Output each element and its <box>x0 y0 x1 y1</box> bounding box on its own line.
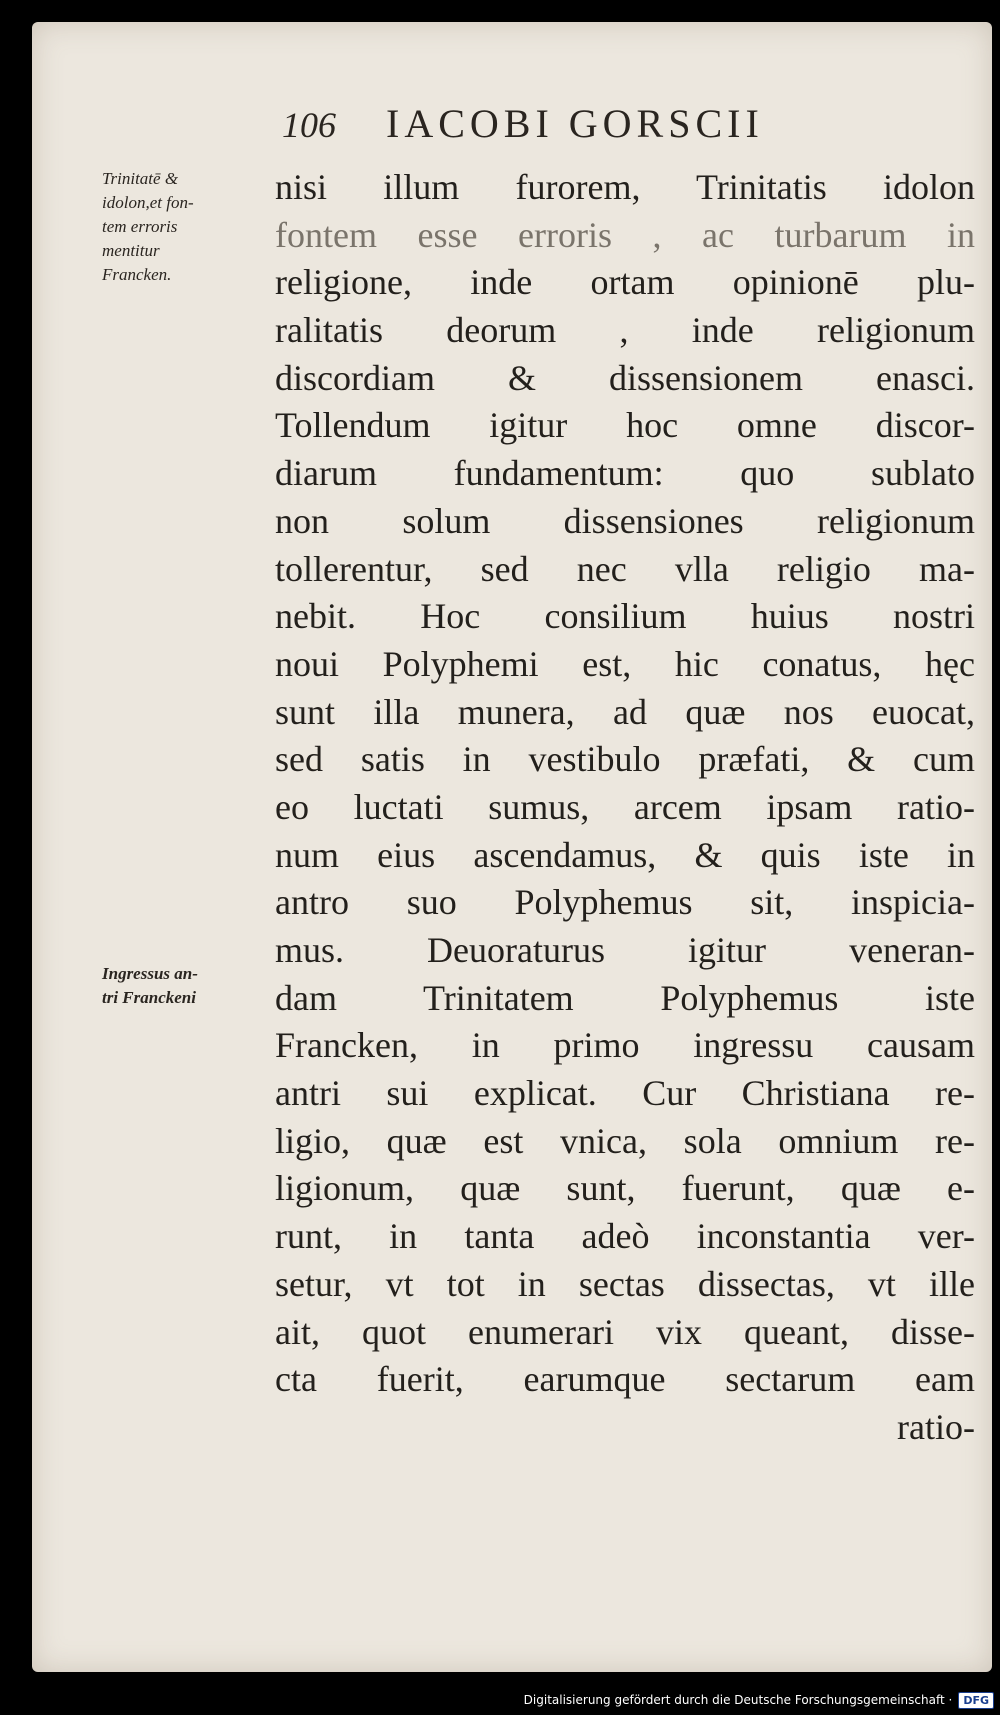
footer-credit: Digitalisierung gefördert durch die Deutsche Forschungsgemeinschaft · <box>523 1693 953 1707</box>
text-line: ait, quot enumerari vix queant, disse- <box>275 1311 975 1352</box>
text-line: setur, vt tot in sectas dissectas, vt ille <box>275 1263 975 1304</box>
text-line: sed satis in vestibulo præfati, & cum <box>275 739 975 780</box>
margin-note-ingressus <box>102 962 282 1010</box>
text-line: ralitatis deorum , inde religionum <box>275 310 975 351</box>
text-line: nebit. Hoc consilium huius nostri <box>275 596 975 637</box>
running-head: IACOBI GORSCII <box>386 101 764 146</box>
text-line: fontem esse erroris , ac turbarum in <box>275 214 975 255</box>
text-line: dam Trinitatem Polyphemus iste <box>275 977 975 1018</box>
text-line: runt, in tanta adeò inconstantia ver- <box>275 1216 975 1257</box>
text-line: num eius ascendamus, & quis iste in <box>275 834 975 875</box>
text-line: diarum fundamentum: quo sublato <box>275 453 975 494</box>
text-line: cta fuerit, earumque sectarum eam <box>275 1359 975 1400</box>
text-line: eo luctati sumus, arcem ipsam ratio- <box>275 786 975 827</box>
page-number: 106 <box>282 105 336 145</box>
text-line: antri sui explicat. Cur Christiana re- <box>275 1073 975 1114</box>
text-line: ligio, quæ est vnica, sola omnium re- <box>275 1120 975 1161</box>
text-line: antro suo Polyphemus sit, inspicia- <box>275 882 975 923</box>
margin-note-line: Francken. <box>102 265 172 284</box>
text-line: mus. Deuoraturus igitur veneran- <box>275 930 975 970</box>
text-line: Tollendum igitur hoc omne discor- <box>275 405 975 446</box>
book-page <box>32 22 992 1672</box>
text-line: discordiam & dissensionem enasci. <box>275 357 975 398</box>
body-text <box>275 164 975 1452</box>
text-line: Francken, in primo ingressu causam <box>275 1025 975 1066</box>
margin-note-line: idolon,et fon- <box>102 193 194 212</box>
catchword: ratio- <box>897 1406 975 1447</box>
page-header <box>282 100 922 160</box>
margin-note-trinity <box>102 167 282 287</box>
text-line: tollerentur, sed nec vlla religio ma- <box>275 548 975 589</box>
text-line: nisi illum furorem, Trinitatis idolon <box>275 167 975 207</box>
margin-note-line: tri Franckeni <box>102 988 196 1007</box>
dfg-logo-icon: DFG <box>958 1692 994 1709</box>
digitization-footer <box>524 1687 994 1713</box>
text-line: ligionum, quæ sunt, fuerunt, quæ e- <box>275 1168 975 1209</box>
margin-note-line: tem erroris <box>102 217 178 236</box>
text-line: non solum dissensiones religionum <box>275 500 975 541</box>
margin-note-line: mentitur <box>102 241 160 260</box>
text-line: religione, inde ortam opinionē plu- <box>275 262 975 303</box>
margin-note-line: Trinitatē & <box>102 169 179 188</box>
margin-note-line: Ingressus an- <box>102 964 198 983</box>
text-line: noui Polyphemi est, hic conatus, hęc <box>275 643 975 684</box>
text-line: sunt illa munera, ad quæ nos euocat, <box>275 691 975 732</box>
